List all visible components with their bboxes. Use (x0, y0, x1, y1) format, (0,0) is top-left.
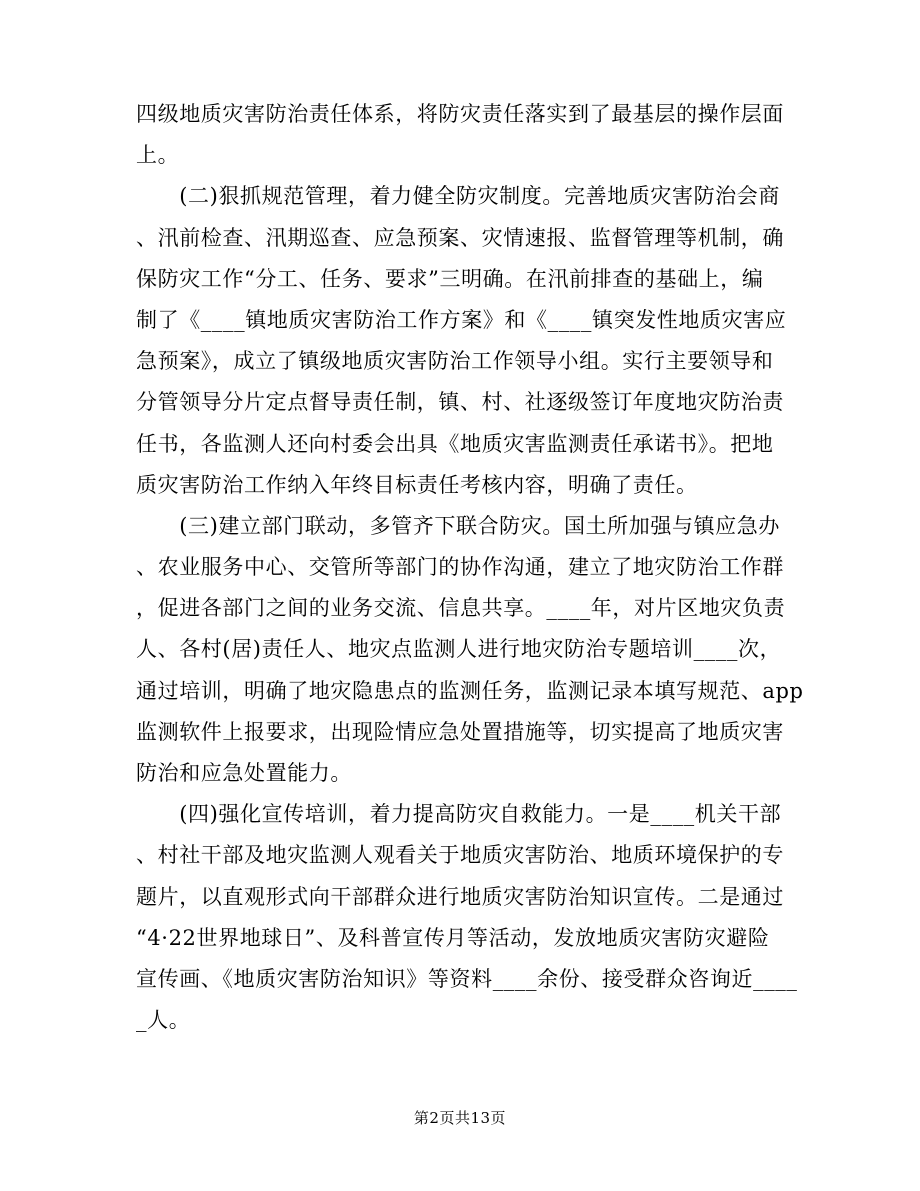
page-number-footer: 第2页共13页 (413, 1109, 507, 1127)
paragraph-heading-line: (四)强化宣传培训，着力提高防灾自救能力。一是____机关干部 (136, 802, 782, 827)
text-line: 四级地质灾害防治责任体系，将防灾责任落实到了最基层的操作层面 (136, 102, 784, 126)
text-line: 防治和应急处置能力。 (136, 761, 352, 785)
text-line: 急预案》，成立了镇级地质灾害防治工作领导小组。实行主要领导和 (136, 349, 774, 374)
text-line: 、村社干部及地灾监测人观看关于地质灾害防治、地质环境保护的专 (136, 843, 784, 868)
paragraph-heading-line: (二)狠抓规范管理，着力健全防灾制度。完善地质灾害防治会商 (136, 184, 780, 209)
text-line: 质灾害防治工作纳入年终目标责任考核内容，明确了责任。 (136, 472, 698, 497)
text-line: 保防灾工作“分工、任务、要求”三明确。在汛前排查的基础上，编 (136, 266, 764, 291)
text-line: “4·22世界地球日”、及科普宣传月等活动，发放地质灾害防灾避险 (136, 925, 770, 950)
text-line: 人、各村(居)责任人、地灾点监测人进行地灾防治专题培训____次， (136, 637, 782, 662)
text-line: 宣传画、《地质灾害防治知识》等资料____余份、接受群众咨询近____ (136, 966, 798, 991)
text-line: 制了《____镇地质灾害防治工作方案》和《____镇突发性地质灾害应 (136, 307, 787, 332)
paragraph-heading-line: (三)建立部门联动，多管齐下联合防灾。国土所加强与镇应急办 (136, 513, 780, 538)
document-body (136, 94, 804, 1041)
text-line: 上。 (136, 143, 180, 168)
text-line: 题片，以直观形式向干部群众进行地质灾害防治知识宣传。二是通过 (136, 884, 784, 909)
text-line: _人。 (136, 1008, 191, 1033)
text-line: 、汛前检查、汛期巡查、应急预案、灾情速报、监督管理等机制，确 (136, 225, 784, 250)
text-line: 、农业服务中心、交管所等部门的协作沟通，建立了地灾防治工作群 (136, 555, 784, 580)
text-line: ，促进各部门之间的业务交流、信息共享。____年，对片区地灾负责 (136, 596, 786, 621)
text-line: 分管领导分片定点督导责任制，镇、村、社逐级签订年度地灾防治责 (136, 390, 784, 415)
text-line: 任书，各监测人还向村委会出具《地质灾害监测责任承诺书》。把地 (136, 431, 774, 456)
text-line: 监测软件上报要求，出现险情应急处置措施等，切实提高了地质灾害 (136, 719, 784, 744)
text-line: 通过培训，明确了地灾隐患点的监测任务，监测记录本填写规范、app (136, 678, 804, 703)
